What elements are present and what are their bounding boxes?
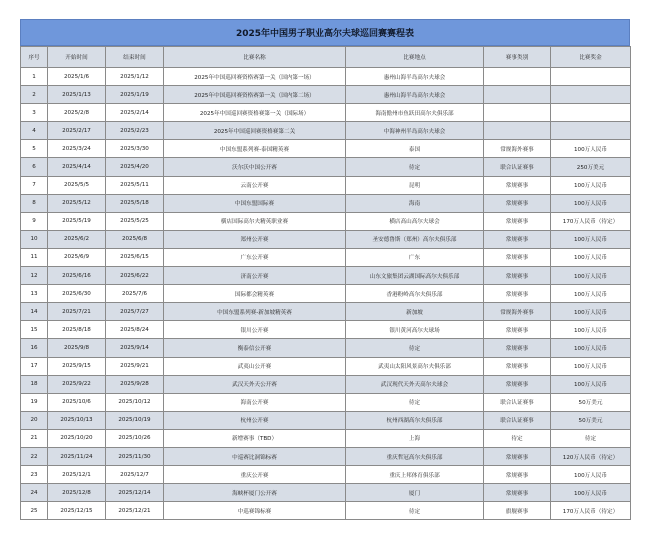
cell-start-date: 2025/10/13 — [48, 411, 106, 429]
table-row — [21, 86, 631, 104]
cell-index: 13 — [21, 285, 48, 303]
cell-start-date: 2025/10/20 — [48, 429, 106, 447]
cell-end-date: 2025/1/12 — [106, 68, 164, 86]
cell-end-date: 2025/9/21 — [106, 357, 164, 375]
cell-event-name: 中巡赛比洞锦标赛 — [164, 447, 346, 465]
cell-event-name: 广东公开赛 — [164, 248, 346, 266]
cell-event-name: 武夷山公开赛 — [164, 357, 346, 375]
column-header-end: 结束时间 — [106, 47, 164, 68]
cell-category — [484, 68, 551, 86]
cell-category — [484, 86, 551, 104]
cell-index: 19 — [21, 393, 48, 411]
cell-end-date: 2025/10/12 — [106, 393, 164, 411]
cell-index: 14 — [21, 303, 48, 321]
cell-prize: 100万人民币 — [551, 140, 631, 158]
cell-start-date: 2025/6/9 — [48, 248, 106, 266]
cell-index: 1 — [21, 68, 48, 86]
cell-index: 9 — [21, 212, 48, 230]
table-row — [21, 230, 631, 248]
cell-start-date: 2025/2/17 — [48, 122, 106, 140]
cell-start-date: 2025/4/14 — [48, 158, 106, 176]
cell-category — [484, 122, 551, 140]
cell-index: 8 — [21, 194, 48, 212]
cell-end-date: 2025/3/30 — [106, 140, 164, 158]
column-header-event: 比赛名称 — [164, 47, 346, 68]
table-row — [21, 194, 631, 212]
cell-category: 常规赛事 — [484, 267, 551, 285]
cell-index: 22 — [21, 447, 48, 465]
cell-prize: 250万美元 — [551, 158, 631, 176]
table-row — [21, 447, 631, 465]
cell-venue: 待定 — [346, 393, 484, 411]
cell-index: 17 — [21, 357, 48, 375]
cell-end-date: 2025/7/6 — [106, 285, 164, 303]
cell-event-name: 沃尔沃中国公开赛 — [164, 158, 346, 176]
cell-start-date: 2025/9/8 — [48, 339, 106, 357]
cell-end-date: 2025/12/7 — [106, 466, 164, 484]
cell-event-name: 济南公开赛 — [164, 267, 346, 285]
table-row — [21, 176, 631, 194]
cell-event-name: 银川公开赛 — [164, 321, 346, 339]
table-row — [21, 122, 631, 140]
cell-prize: 100万人民币 — [551, 375, 631, 393]
cell-venue: 武夷山太阳风景高尔夫俱乐部 — [346, 357, 484, 375]
cell-venue: 待定 — [346, 339, 484, 357]
cell-end-date: 2025/8/24 — [106, 321, 164, 339]
cell-event-name: 2025年中国巡回赛资格赛第一关（国际场） — [164, 104, 346, 122]
cell-index: 24 — [21, 484, 48, 502]
cell-venue: 香港粉岭高尔夫俱乐部 — [346, 285, 484, 303]
cell-venue: 上海 — [346, 429, 484, 447]
cell-venue: 银川黄河高尔夫球场 — [346, 321, 484, 339]
cell-start-date: 2025/5/19 — [48, 212, 106, 230]
cell-start-date: 2025/2/8 — [48, 104, 106, 122]
cell-index: 10 — [21, 230, 48, 248]
cell-venue: 重庆上邦体育俱乐部 — [346, 466, 484, 484]
cell-index: 11 — [21, 248, 48, 266]
cell-start-date: 2025/8/18 — [48, 321, 106, 339]
cell-venue: 杭州西湖高尔夫俱乐部 — [346, 411, 484, 429]
cell-end-date: 2025/6/15 — [106, 248, 164, 266]
cell-end-date: 2025/5/18 — [106, 194, 164, 212]
cell-event-name: 杭州公开赛 — [164, 411, 346, 429]
table-row — [21, 484, 631, 502]
cell-category: 常规赛事 — [484, 194, 551, 212]
cell-venue: 重庆哲冠高尔夫俱乐部 — [346, 447, 484, 465]
cell-event-name: 武汉天外天公开赛 — [164, 375, 346, 393]
cell-category: 常规赛事 — [484, 466, 551, 484]
cell-end-date: 2025/6/22 — [106, 267, 164, 285]
table-row — [21, 466, 631, 484]
cell-venue: 圣安德鲁斯（郑州）高尔夫俱乐部 — [346, 230, 484, 248]
cell-event-name: 中巡赛锦标赛 — [164, 502, 346, 520]
table-row — [21, 393, 631, 411]
cell-prize: 100万人民币 — [551, 194, 631, 212]
table-row — [21, 267, 631, 285]
cell-event-name: 新增赛事（TBD） — [164, 429, 346, 447]
cell-event-name: 中国东盟国际赛 — [164, 194, 346, 212]
cell-prize — [551, 122, 631, 140]
cell-end-date: 2025/9/28 — [106, 375, 164, 393]
cell-prize: 100万人民币 — [551, 357, 631, 375]
cell-event-name: 重庆公开赛 — [164, 466, 346, 484]
cell-end-date: 2025/5/11 — [106, 176, 164, 194]
cell-prize: 50万美元 — [551, 411, 631, 429]
cell-event-name: 云南公开赛 — [164, 176, 346, 194]
cell-prize — [551, 104, 631, 122]
cell-index: 18 — [21, 375, 48, 393]
cell-venue: 惠州山海半岛高尔夫球会 — [346, 68, 484, 86]
cell-start-date: 2025/11/24 — [48, 447, 106, 465]
cell-index: 2 — [21, 86, 48, 104]
cell-end-date: 2025/11/30 — [106, 447, 164, 465]
cell-end-date: 2025/2/14 — [106, 104, 164, 122]
column-header-index: 序号 — [21, 47, 48, 68]
cell-end-date: 2025/2/23 — [106, 122, 164, 140]
cell-start-date: 2025/6/30 — [48, 285, 106, 303]
cell-start-date: 2025/3/24 — [48, 140, 106, 158]
column-header-prize: 比赛奖金 — [551, 47, 631, 68]
cell-prize: 100万人民币 — [551, 248, 631, 266]
cell-event-name: 郑州公开赛 — [164, 230, 346, 248]
cell-category: 常规赛事 — [484, 447, 551, 465]
cell-category: 常规赛事 — [484, 339, 551, 357]
cell-end-date: 2025/6/8 — [106, 230, 164, 248]
cell-venue: 惠州山海半岛高尔夫球会 — [346, 86, 484, 104]
cell-index: 5 — [21, 140, 48, 158]
cell-category: 常规赛事 — [484, 484, 551, 502]
cell-start-date: 2025/9/15 — [48, 357, 106, 375]
cell-prize: 100万人民币 — [551, 466, 631, 484]
cell-end-date: 2025/12/21 — [106, 502, 164, 520]
cell-start-date: 2025/9/22 — [48, 375, 106, 393]
cell-start-date: 2025/12/1 — [48, 466, 106, 484]
cell-venue: 待定 — [346, 158, 484, 176]
cell-category: 常规赛事 — [484, 176, 551, 194]
cell-start-date: 2025/6/2 — [48, 230, 106, 248]
cell-venue: 武汉现代天外天高尔夫球会 — [346, 375, 484, 393]
cell-event-name: 海南公开赛 — [164, 393, 346, 411]
cell-event-name: 中国东盟系列赛-泰国精英赛 — [164, 140, 346, 158]
cell-index: 23 — [21, 466, 48, 484]
cell-prize: 170万人民币（待定） — [551, 502, 631, 520]
cell-category — [484, 104, 551, 122]
cell-start-date: 2025/12/15 — [48, 502, 106, 520]
cell-venue: 待定 — [346, 502, 484, 520]
cell-category: 常规赛事 — [484, 285, 551, 303]
table-row — [21, 303, 631, 321]
cell-start-date: 2025/12/8 — [48, 484, 106, 502]
cell-category: 联合认证赛事 — [484, 158, 551, 176]
cell-end-date: 2025/5/25 — [106, 212, 164, 230]
cell-category: 常规海外赛事 — [484, 303, 551, 321]
cell-prize — [551, 68, 631, 86]
cell-venue: 海南儋州市鱼跃田高尔夫俱乐部 — [346, 104, 484, 122]
cell-category: 常规赛事 — [484, 212, 551, 230]
table-row — [21, 411, 631, 429]
cell-venue: 新加坡 — [346, 303, 484, 321]
cell-category: 常规赛事 — [484, 375, 551, 393]
table-row — [21, 429, 631, 447]
cell-start-date: 2025/5/5 — [48, 176, 106, 194]
cell-end-date: 2025/10/19 — [106, 411, 164, 429]
cell-category: 联合认证赛事 — [484, 393, 551, 411]
schedule-sheet — [20, 19, 630, 520]
cell-end-date: 2025/1/19 — [106, 86, 164, 104]
table-header-row — [21, 47, 631, 68]
cell-end-date: 2025/4/20 — [106, 158, 164, 176]
table-row — [21, 502, 631, 520]
cell-prize: 100万人民币 — [551, 267, 631, 285]
cell-index: 21 — [21, 429, 48, 447]
cell-prize: 待定 — [551, 429, 631, 447]
cell-start-date: 2025/10/6 — [48, 393, 106, 411]
table-row — [21, 321, 631, 339]
cell-prize: 120万人民币（待定） — [551, 447, 631, 465]
column-header-start: 开始时间 — [48, 47, 106, 68]
table-row — [21, 339, 631, 357]
schedule-table — [20, 46, 631, 520]
cell-event-name: 中国东盟系列赛-新加坡精英赛 — [164, 303, 346, 321]
cell-index: 6 — [21, 158, 48, 176]
cell-start-date: 2025/1/13 — [48, 86, 106, 104]
cell-start-date: 2025/5/12 — [48, 194, 106, 212]
cell-event-name: 2025年中国巡回赛资格赛第一关（国内第一场） — [164, 68, 346, 86]
column-header-venue: 比赛地点 — [346, 47, 484, 68]
cell-event-name: 2025年中国巡回赛资格赛第一关（国内第二场） — [164, 86, 346, 104]
cell-event-name: 海峡杯厦门公开赛 — [164, 484, 346, 502]
cell-end-date: 2025/10/26 — [106, 429, 164, 447]
cell-end-date: 2025/12/14 — [106, 484, 164, 502]
table-row — [21, 375, 631, 393]
schedule-title: 2025年中国男子职业高尔夫球巡回赛赛程表 — [20, 19, 630, 46]
cell-prize: 100万人民币 — [551, 484, 631, 502]
table-row — [21, 248, 631, 266]
cell-category: 待定 — [484, 429, 551, 447]
cell-event-name: 2025年中国巡回赛资格赛第二关 — [164, 122, 346, 140]
table-row — [21, 158, 631, 176]
cell-venue: 横店高山高尔夫球会 — [346, 212, 484, 230]
cell-prize: 100万人民币 — [551, 303, 631, 321]
cell-venue: 厦门 — [346, 484, 484, 502]
cell-index: 12 — [21, 267, 48, 285]
cell-prize: 100万人民币 — [551, 285, 631, 303]
cell-index: 7 — [21, 176, 48, 194]
cell-index: 3 — [21, 104, 48, 122]
cell-category: 常规赛事 — [484, 357, 551, 375]
cell-venue: 昆明 — [346, 176, 484, 194]
cell-venue: 山东文旅集团云湖国际高尔夫俱乐部 — [346, 267, 484, 285]
cell-start-date: 2025/6/16 — [48, 267, 106, 285]
cell-category: 常规海外赛事 — [484, 140, 551, 158]
cell-category: 常规赛事 — [484, 230, 551, 248]
cell-prize: 100万人民币 — [551, 321, 631, 339]
table-row — [21, 212, 631, 230]
cell-prize: 170万人民币（待定） — [551, 212, 631, 230]
cell-prize: 50万美元 — [551, 393, 631, 411]
cell-venue: 广东 — [346, 248, 484, 266]
cell-index: 4 — [21, 122, 48, 140]
table-row — [21, 357, 631, 375]
cell-start-date: 2025/7/21 — [48, 303, 106, 321]
cell-category: 联合认证赛事 — [484, 411, 551, 429]
cell-event-name: 横店国际高尔夫精英职业赛 — [164, 212, 346, 230]
cell-end-date: 2025/9/14 — [106, 339, 164, 357]
cell-venue: 泰国 — [346, 140, 484, 158]
cell-prize: 100万人民币 — [551, 230, 631, 248]
cell-end-date: 2025/7/27 — [106, 303, 164, 321]
cell-index: 20 — [21, 411, 48, 429]
table-row — [21, 104, 631, 122]
cell-venue: 中海神州半岛高尔夫球会 — [346, 122, 484, 140]
cell-start-date: 2025/1/6 — [48, 68, 106, 86]
cell-event-name: 衡泰信公开赛 — [164, 339, 346, 357]
cell-category: 常规赛事 — [484, 248, 551, 266]
cell-index: 16 — [21, 339, 48, 357]
table-row — [21, 140, 631, 158]
cell-index: 15 — [21, 321, 48, 339]
cell-event-name: 国际都会精英赛 — [164, 285, 346, 303]
column-header-category: 赛事类别 — [484, 47, 551, 68]
cell-category: 旗舰赛事 — [484, 502, 551, 520]
cell-prize — [551, 86, 631, 104]
cell-index: 25 — [21, 502, 48, 520]
table-row — [21, 285, 631, 303]
cell-prize: 100万人民币 — [551, 176, 631, 194]
cell-venue: 海南 — [346, 194, 484, 212]
cell-prize: 100万人民币 — [551, 339, 631, 357]
table-row — [21, 68, 631, 86]
cell-category: 常规赛事 — [484, 321, 551, 339]
